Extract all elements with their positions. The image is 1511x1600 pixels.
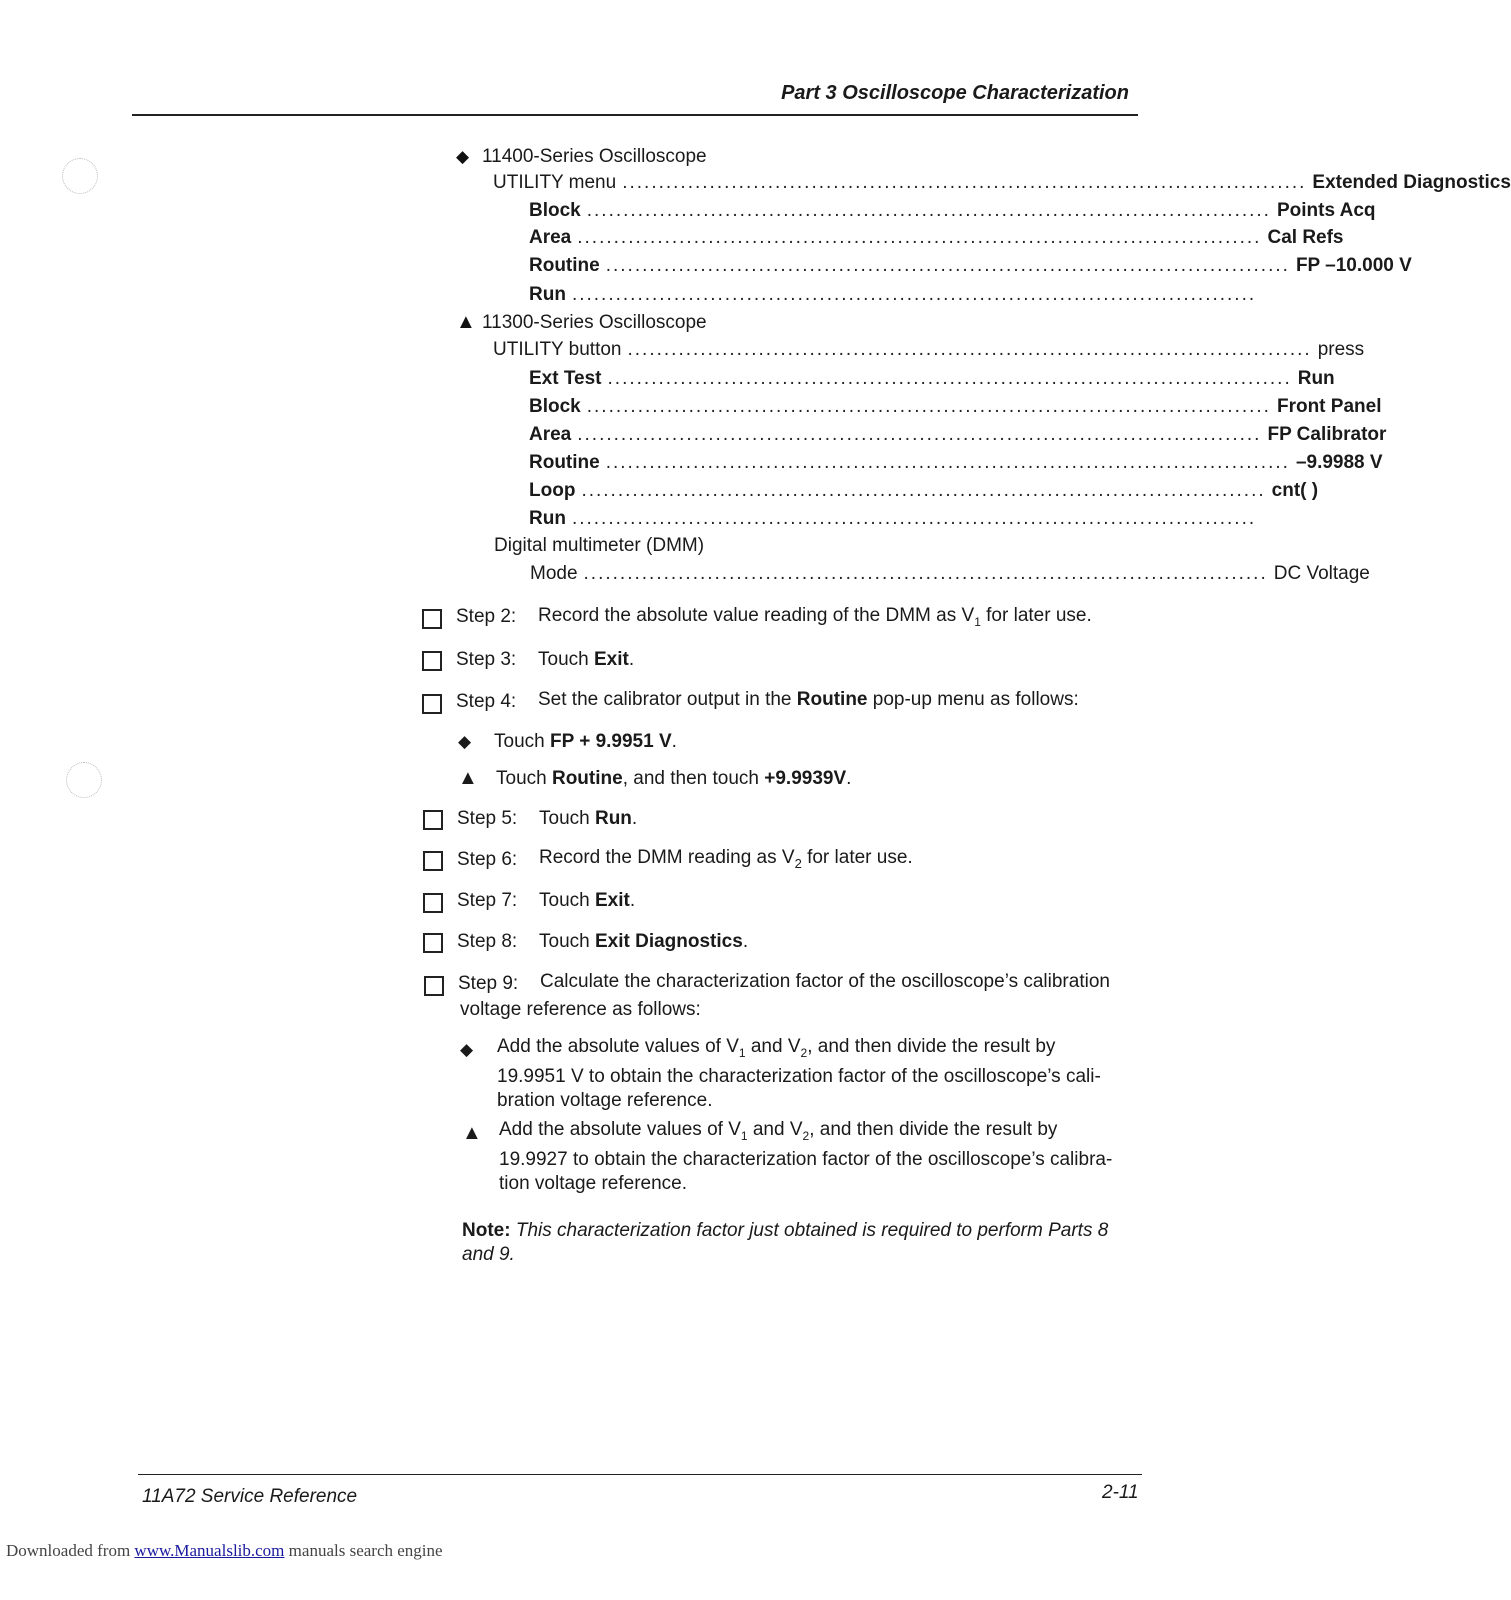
step-text [538,689,1079,711]
step-label: Step 9: [458,973,519,994]
paragraph-line: tion voltage reference. [499,1172,688,1194]
step-text-part: for later use. [801,847,913,868]
subscript: 1 [740,1128,748,1143]
step-text [539,931,748,953]
paragraph-line: 19.9951 V to obtain the characterization factor of the oscilloscope’s cali- [497,1065,1101,1087]
note-text: This characterization factor just obtained is required to perform Parts 8 [510,1220,1109,1241]
setting-value: press [1317,339,1365,360]
sub-bullet-paragraph [497,1035,1147,1113]
step-text [538,649,634,671]
step-text-part: Touch [494,731,550,752]
step-text-part: Touch [539,808,595,829]
setting-label: Mode [530,563,578,584]
setting-label: Run [529,284,566,305]
step-label: Step 4: [456,691,517,712]
leader-dots: .............................................................................................. [605,452,1290,473]
step-text-part: Touch [496,768,552,789]
settings-row [529,366,1335,392]
text-part: and V [745,1036,801,1057]
text-part: and V [747,1119,803,1140]
paragraph-line: bration voltage reference. [497,1089,713,1111]
step-label: Step 3: [456,649,517,670]
step-text-part: . [631,808,638,829]
text-part: , and then divide the result by [807,1036,1056,1057]
step-checkbox[interactable] [422,609,442,629]
step-checkbox[interactable] [423,810,443,830]
paragraph-line: 19.9927 to obtain the characterization factor of the oscilloscope’s calibra- [499,1148,1113,1170]
setting-value: Extended Diagnostics [1312,172,1511,193]
setting-label: Ext Test [529,368,602,389]
note [462,1219,1142,1267]
step-text [538,605,1092,629]
step-checkbox[interactable] [422,651,442,671]
step-text-bold: Exit [593,649,629,670]
step-label: Step 8: [457,931,518,952]
diamond-icon: ◆ [456,147,470,166]
settings-row [529,450,1383,476]
download-banner [6,1541,443,1561]
diamond-icon: ◆ [458,732,472,751]
subscript: 2 [794,855,802,871]
settings-row [493,170,1511,196]
step-text-bold: Routine [796,689,868,710]
setting-label: Routine [529,255,600,276]
text-part: Add the absolute values of V [497,1036,739,1057]
step-label: Step 2: [456,606,517,627]
step-checkbox[interactable] [422,694,442,714]
leader-dots: .............................................................................................. [586,396,1271,417]
step-text-part: . [629,890,636,911]
settings-row [529,282,1257,308]
setting-label: UTILITY menu [493,172,617,193]
step-text-part: . [742,931,749,952]
page-header-title: Part 3 Oscilloscope Characterization [781,82,1129,104]
setting-label: Block [529,200,581,221]
leader-dots: .............................................................................................. [577,227,1262,248]
leader-dots: .............................................................................................. [583,563,1268,584]
settings-row [529,225,1344,251]
step-text [539,890,635,912]
settings-row [529,253,1412,279]
manualslib-link[interactable]: www.Manualslib.com [134,1541,285,1560]
settings-row [529,394,1382,420]
settings-row [530,561,1370,587]
setting-value: Points Acq [1276,200,1376,221]
download-suffix: manuals search engine [284,1541,443,1560]
step-text-part: Touch [539,890,595,911]
footer-rule [138,1474,1142,1475]
setting-value: Cal Refs [1267,227,1344,248]
binder-hole-mark [62,158,98,194]
leader-dots: .............................................................................................. [627,339,1312,360]
step-checkbox[interactable] [423,893,443,913]
setting-label: Loop [529,480,576,501]
sub-bullet-paragraph [499,1118,1149,1196]
subscript: 2 [800,1045,808,1060]
leader-dots: .............................................................................................. [577,424,1262,445]
step-text: voltage reference as follows: [460,999,701,1020]
setting-label: Area [529,227,572,248]
setting-value: FP –10.000 V [1295,255,1412,276]
step-text-part: Record the DMM reading as V [539,847,795,868]
step-text-bold: FP + 9.9951 V [549,731,672,752]
series-11400-heading [456,145,707,169]
subscript: 1 [738,1045,746,1060]
leader-dots: .............................................................................................. [607,368,1292,389]
leader-dots: .............................................................................................. [571,508,1257,529]
footer-doc-title: 11A72 Service Reference [142,1486,358,1507]
step-text-part: . [628,649,635,670]
settings-row [529,422,1387,448]
step-label: Step 5: [457,808,518,829]
text-part: , and then divide the result by [809,1119,1058,1140]
page-number: 2-11 [1102,1482,1139,1503]
step-label: Step 7: [457,890,518,911]
step-checkbox[interactable] [424,976,444,996]
note-label: Note: [462,1220,511,1241]
header-rule [132,114,1138,116]
setting-value: Front Panel [1276,396,1382,417]
leader-dots: .............................................................................................. [571,284,1257,305]
leader-dots: .............................................................................................. [581,480,1266,501]
leader-dots: .............................................................................................. [622,172,1307,193]
step-text-part: . [846,768,852,789]
settings-row [529,506,1257,532]
paragraph-line [497,1035,1147,1065]
setting-label: Routine [529,452,600,473]
step-text-bold: Exit Diagnostics [594,931,743,952]
step-text-part: Record the absolute value reading of the DMM as V [538,605,975,626]
setting-label: Area [529,424,572,445]
download-prefix: Downloaded from [6,1541,135,1560]
setting-label: Block [529,396,581,417]
setting-label: UTILITY button [493,339,622,360]
leader-dots: .............................................................................................. [605,255,1290,276]
triangle-icon: ▲ [458,767,478,789]
leader-dots: .............................................................................................. [586,200,1271,221]
note-line [462,1219,1142,1243]
step-text-part: Touch [538,649,594,670]
step-text-part: , and then touch [622,768,765,789]
binder-hole-mark [66,762,102,798]
setting-value: DC Voltage [1273,563,1370,584]
setting-value: Run [1297,368,1335,389]
settings-row [529,478,1319,504]
step-text [539,847,913,871]
series-11400-title: 11400-Series Oscilloscope [482,146,707,167]
step-text-part: Set the calibrator output in the [538,689,797,710]
settings-row [529,198,1376,224]
step-text [539,808,637,830]
step-label: Step 6: [457,849,518,870]
dmm-heading: Digital multimeter (DMM) [494,535,705,556]
subscript: 2 [802,1128,810,1143]
step-text-part: Touch [539,931,595,952]
triangle-icon: ▲ [462,1122,482,1144]
step-checkbox[interactable] [423,933,443,953]
step-text-part: . [671,731,677,752]
step-text-bold: +9.9939V [764,768,847,789]
step-text-part: pop-up menu as follows: [867,689,1079,710]
setting-value: –9.9988 V [1295,452,1383,473]
setting-label: Run [529,508,566,529]
text-part: Add the absolute values of V [499,1119,741,1140]
setting-value: FP Calibrator [1267,424,1387,445]
sub-bullet-diamond [458,731,677,753]
note-line: and 9. [462,1244,515,1265]
step-text-bold: Routine [551,768,623,789]
triangle-icon: ▲ [456,311,476,333]
series-11300-title: 11300-Series Oscilloscope [482,312,707,333]
step-text-bold: Run [594,808,632,829]
diamond-icon: ◆ [460,1040,474,1059]
step-text-part: for later use. [980,605,1092,626]
settings-row [493,337,1365,363]
step-text-bold: Exit [594,890,630,911]
series-11300-heading [456,310,707,334]
paragraph-line [499,1118,1149,1148]
sub-bullet-triangle [458,767,851,790]
step-text: Calculate the characterization factor of the oscilloscope’s calibration [540,971,1110,992]
subscript: 1 [974,614,981,629]
step-checkbox[interactable] [423,851,443,871]
setting-value: cnt( ) [1271,480,1319,501]
